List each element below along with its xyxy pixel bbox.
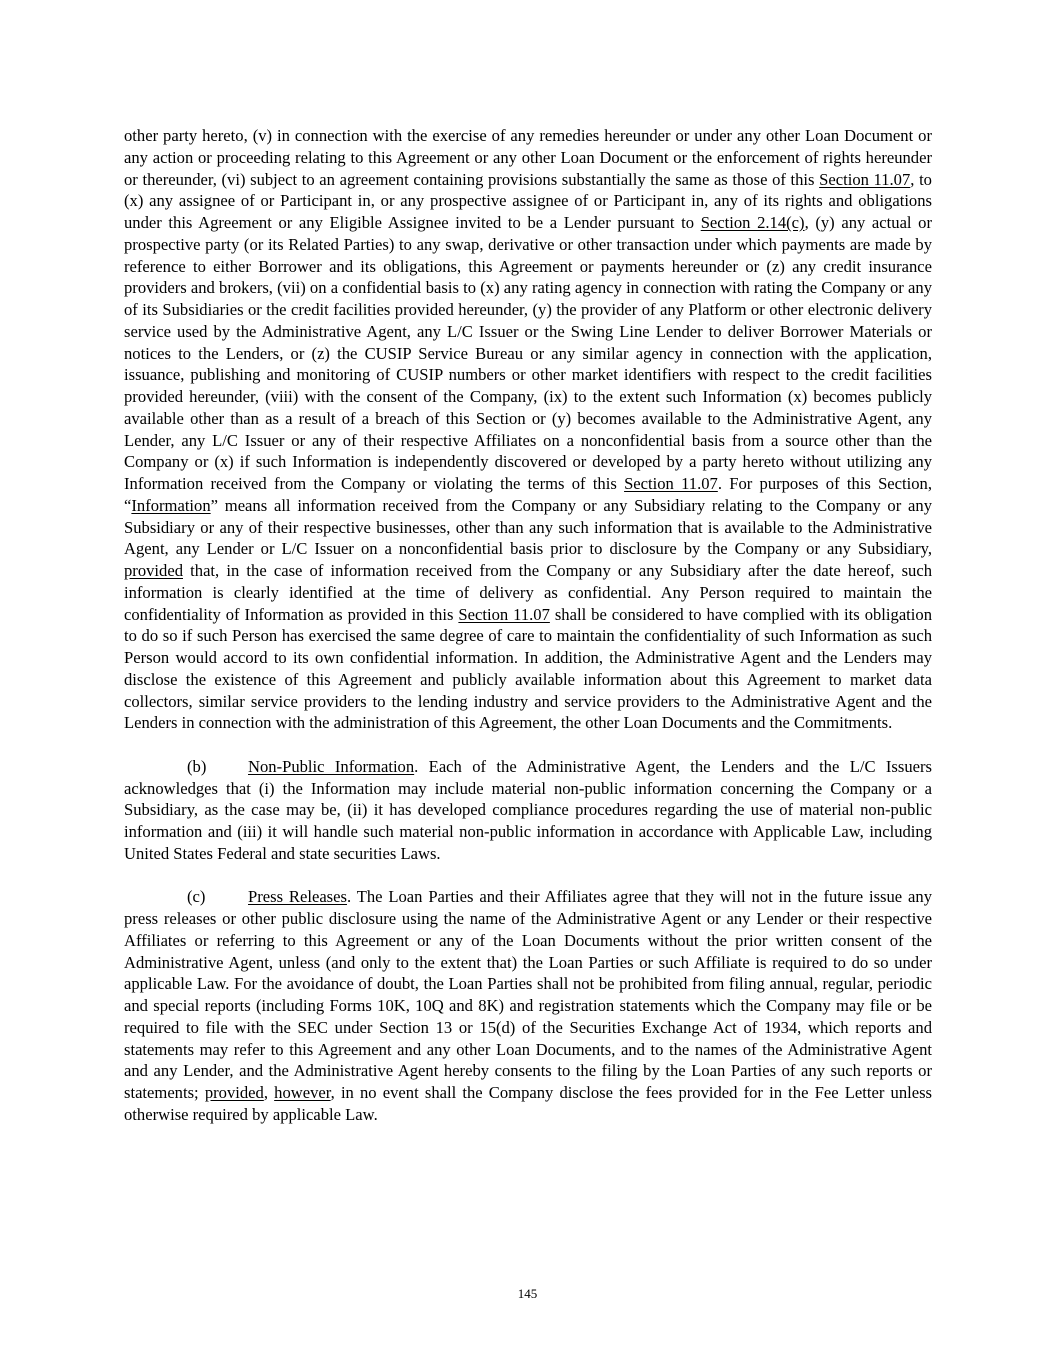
section-reference: Section 11.07 xyxy=(458,604,550,624)
text-run: , (y) any actual or prospective party (or its Related Parties) to any swap, derivative or other transaction under which payments are made by reference to either Borrower and its obligations, this Agreement or payments hereunder or (z) any credit insurance providers and brokers, (vii) on a confidential basis to (x) any rating agency in connection with rating the Company or any of its Subsidiaries or the credit facilities provided hereunder, (y) the provider of any Platform or other electronic delivery service used by the Administrative Agent, any L/C Issuer or the Swing Line Lender to deliver Borrower Materials or notices to the Lenders, or (z) the CUSIP Service Bureau or any similar agency in connection with the application, issuance, publishing and monitoring of CUSIP numbers or other market identifiers with respect to the credit facilities provided hereunder, (viii) with the consent of the Company, (ix) to the extent such Information (x) becomes publicly available other than as a result of a breach of this Section or (y) becomes available to the Administrative Agent, any Lender, any L/C Issuer or any of their respective Affiliates on a nonconfidential basis from a source other than the Company or (x) if such Information is independently discovered or developed by a party hereto without utilizing any Information received from the Company or violating the terms of this xyxy=(124,213,932,493)
clause-heading: Press Releases xyxy=(248,887,347,907)
text-run: , to (x) any assignee of or Participant in, or any prospective assignee of or Participant in, any of its rights and obligations under this Agreement or any Eligible Assignee invited to be a Lender pursuant to xyxy=(124,169,932,232)
text-run: ” means all information received from the Company or any Subsidiary relating to the Company or any Subsidiary or any of their respective businesses, other than any such information that is available to the Administrative Agent, any Lender or L/C Issuer on a nonconfidential basis prior to disclosure by the Company or any Subsidiary, xyxy=(124,495,932,559)
clause-label: (b) xyxy=(187,756,207,776)
page-number: 145 xyxy=(517,1286,538,1301)
emphasis-term: provided xyxy=(204,1083,264,1102)
clause-heading: Non-Public Information xyxy=(248,756,415,776)
emphasis-term: provided xyxy=(124,561,183,580)
defined-term: Information xyxy=(131,495,211,515)
paragraph-press-releases xyxy=(124,886,932,1125)
clause-label: (c) xyxy=(187,887,206,907)
text-run: , in no event shall the Company disclose the fees provided for in the Fee Letter unless otherwise required by applicable Law. xyxy=(124,1083,933,1124)
document-page xyxy=(124,125,932,1126)
text-run: . Each of the Administrative Agent, the Lenders and the L/C Issuers acknowledges that (i) the Information may include material non-public information concerning the Company or a Subsidiary, as the case may be, (ii) it has developed compliance procedures regarding the use of material non-public information and (iii) it will handle such material non-public information in accordance with Applicable Law, including United States Federal and state securities Laws. xyxy=(124,756,932,863)
text-run: other party hereto, (v) in connection with the exercise of any remedies hereunder or under any other Loan Document or any action or proceeding relating to this Agreement or any other Loan Document or the enforcement of rights hereunder or thereunder, (vi) subject to an agreement containing provisions substantially the same as those of this xyxy=(124,126,932,189)
text-run: , xyxy=(263,1083,275,1102)
paragraph-non-public-information xyxy=(124,756,932,865)
text-run: . For purposes of this Section, “ xyxy=(124,474,932,515)
emphasis-term: however xyxy=(274,1083,331,1102)
section-reference: Section 11.07 xyxy=(624,474,718,493)
text-run: . The Loan Parties and their Affiliates agree that they will not in the future issue any press releases or other public disclosure using the name of the Administrative Agent or any Lender or their respective Affiliates or referring to this Agreement or any of the Loan Documents without the prior written consent of the Administrative Agent, unless (and only to the extent that) the Loan Parties or such Affiliate is required to do so under applicable Law. For the avoidance of doubt, the Loan Parties shall not be prohibited from filing annual, regular, periodic and special reports (including Forms 10K, 10Q and 8K) and registration statements which the Company may file or be required to file with the SEC under Section 13 or 15(d) of the Securities Exchange Act of 1934, which reports and statements may refer to this Agreement and any other Loan Documents, and to the names of the Administrative Agent and any Lender, and the Administrative Agent hereby consents to the filing by the Loan Parties of any such reports or statements; xyxy=(124,887,932,1102)
text-run: shall be considered to have complied with its obligation to do so if such Person has exercised the same degree of care to maintain the confidentiality of such Information as such Person would accord to its own confidential information. In addition, the Administrative Agent and the Lenders may disclose the existence of this Agreement and publicly available information about this Agreement to market data collectors, similar service providers to the lending industry and service providers to the Administrative Agent and the Lenders in connection with the administration of this Agreement, the other Loan Documents and the Commitments. xyxy=(124,604,933,733)
paragraph-confidentiality-continued xyxy=(124,125,932,734)
section-reference: Section 11.07 xyxy=(819,169,911,189)
section-reference: Section 2.14(c) xyxy=(700,213,805,232)
text-run: that, in the case of information received from the Company or any Subsidiary after the date hereof, such information is clearly identified at the time of delivery as confidential. Any Person required to maintain the confidentiality of Information as provided in this xyxy=(124,561,932,624)
